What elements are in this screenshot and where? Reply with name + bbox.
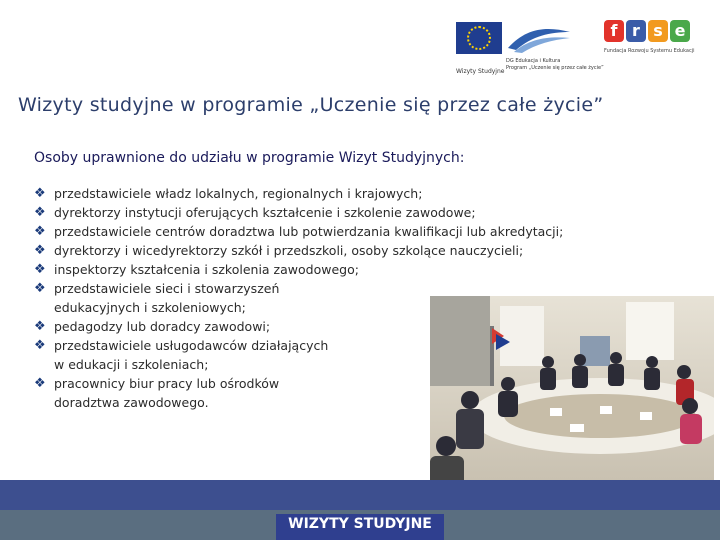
bullet-diamond-icon: ❖ — [34, 262, 46, 277]
llp-logo — [456, 22, 604, 78]
bullet-diamond-icon: ❖ — [34, 281, 46, 296]
footer-label: WIZYTY STUDYJNE — [276, 514, 444, 540]
list-item-text: pedagodzy lub doradcy zawodowi; — [54, 319, 271, 334]
llp-line-3: Wizyty Studyjne — [456, 68, 505, 75]
bullet-diamond-icon: ❖ — [34, 186, 46, 201]
list-item-text-continued: doradztwa zawodowego. — [54, 395, 209, 410]
frse-letter: s — [648, 20, 668, 42]
frse-logo — [604, 20, 704, 64]
list-item — [34, 203, 694, 222]
bullet-diamond-icon: ❖ — [34, 338, 46, 353]
frse-letter: f — [604, 20, 624, 42]
bullet-diamond-icon: ❖ — [34, 205, 46, 220]
llp-swoosh-icon — [506, 24, 572, 54]
list-item-text: inspektorzy kształcenia i szkolenia zawodowego; — [54, 262, 359, 277]
list-item-text: przedstawiciele usługodawców działających — [54, 338, 329, 353]
llp-line-2: Program „Uczenie się przez całe życie” — [506, 65, 604, 71]
frse-letter: e — [670, 20, 690, 42]
list-item-text-continued: w edukacji i szkoleniach; — [54, 357, 209, 372]
bullet-diamond-icon: ❖ — [34, 376, 46, 391]
frse-letter: r — [626, 20, 646, 42]
meeting-photo — [430, 296, 714, 480]
frse-subtitle: Fundacja Rozwoju Systemu Edukacji — [604, 48, 695, 54]
list-item-text: dyrektorzy i wicedyrektorzy szkół i przedszkoli, osoby szkolące nauczycieli; — [54, 243, 524, 258]
bullet-diamond-icon: ❖ — [34, 243, 46, 258]
list-item-text-continued: edukacyjnych i szkoleniowych; — [54, 300, 246, 315]
list-item-text: przedstawiciele władz lokalnych, regionalnych i krajowych; — [54, 186, 423, 201]
list-item — [34, 222, 694, 241]
page-title: Wizyty studyjne w programie „Uczenie się przez całe życie” — [18, 94, 604, 116]
list-item-text: dyrektorzy instytucji oferujących kształcenie i szkolenie zawodowe; — [54, 205, 476, 220]
footer-band — [0, 480, 720, 510]
section-subtitle: Osoby uprawnione do udziału w programie Wizyt Studyjnych: — [34, 150, 465, 166]
list-item-text: pracownicy biur pracy lub ośrodków — [54, 376, 280, 391]
llp-line-1: DG Edukacja i Kultura — [506, 58, 561, 64]
list-item-text: przedstawiciele sieci i stowarzyszeń — [54, 281, 280, 296]
eu-flag-icon — [456, 22, 502, 54]
list-item-text: przedstawiciele centrów doradztwa lub potwierdzania kwalifikacji lub akredytacji; — [54, 224, 564, 239]
list-item — [34, 260, 694, 279]
bullet-diamond-icon: ❖ — [34, 319, 46, 334]
list-item — [34, 241, 694, 260]
list-item — [34, 184, 694, 203]
bullet-diamond-icon: ❖ — [34, 224, 46, 239]
